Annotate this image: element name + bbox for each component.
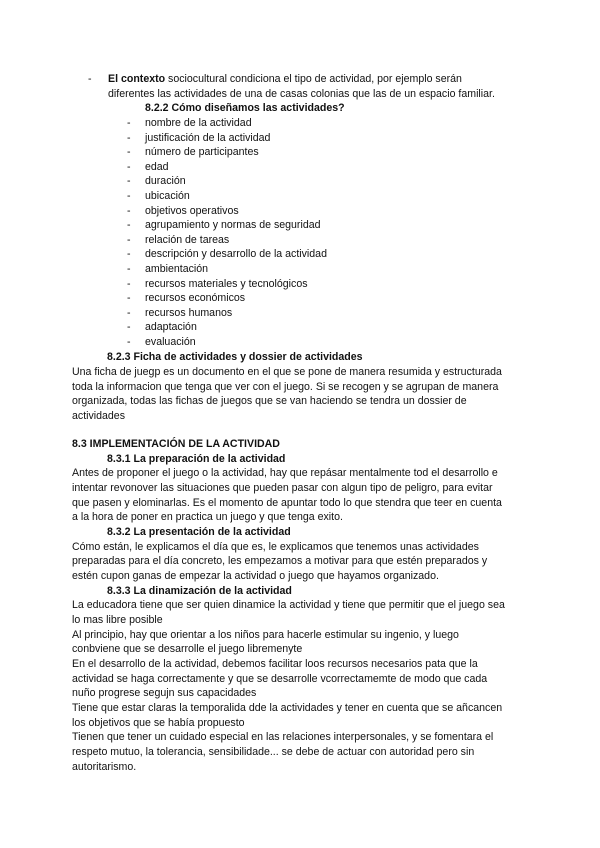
list-item-label: recursos económicos — [145, 292, 246, 305]
list-item-label: ambientación — [145, 262, 209, 275]
paragraph-line: Antes de proponer el juego o la actividad, hay que repásar mentalmente tod el desarrollo e — [72, 467, 498, 479]
bullet-dash: - — [127, 277, 131, 290]
list-item-label: número de participantes — [145, 146, 259, 159]
paragraph-line: Tiene que estar claras la temporalida dde la actividades y tener en cuenta que se añcancen — [72, 702, 503, 714]
paragraph-line: estén cupon ganas de empezar la actividad o juego que hayamos organizado. — [72, 570, 439, 582]
paragraph-line: los objetivos que se había propuesto — [72, 717, 245, 729]
paragraph-line: organizada, todas las fichas de juegos que se van haciendo se tendra un dossier de — [72, 395, 467, 407]
paragraph-line: actividades — [72, 410, 125, 422]
bullet-dash: - — [127, 292, 131, 305]
bullet-dash: - — [127, 321, 131, 334]
paragraph-line: respeto mutuo, la tolerancia, sensibilidade... se debe de actuar con autoridad pero sin — [72, 746, 475, 758]
bullet-dash: - — [127, 146, 131, 159]
bullet-dash: - — [88, 73, 92, 85]
list-item-label: adaptación — [145, 321, 197, 334]
list-item-label: duración — [145, 175, 186, 188]
bullet-dash: - — [127, 131, 131, 144]
list-item-label: recursos materiales y tecnológicos — [145, 277, 308, 290]
list-item-label: justificación de la actividad — [145, 131, 271, 144]
bullet-dash: - — [127, 248, 131, 261]
paragraph-line: La educadora tiene que ser quien dinamice la actividad y tiene que permitir que el juego sea — [72, 599, 505, 611]
paragraph-line: actividad se haga correctamente y que se desarrolle vcorrectamemte de modo que cada — [72, 673, 488, 685]
heading-8-3-1: 8.3.1 La preparación de la actividad — [107, 453, 286, 465]
heading-8-2-2: 8.2.2 Cómo diseñamos las actividades? — [145, 102, 345, 114]
bullet-dash: - — [127, 262, 131, 275]
bullet-dash: - — [127, 189, 131, 202]
bullet-dash: - — [127, 175, 131, 188]
context-line-2: diferentes las actividades de una de casas colonias que las de un espacio familiar. — [108, 88, 495, 100]
context-line-1 — [108, 72, 462, 87]
bullet-dash: - — [127, 219, 131, 232]
paragraph-line: Tienen que tener un cuidado especial en las relaciones interpersonales, y se fomentara el — [72, 731, 494, 743]
heading-8-2-3: 8.2.3 Ficha de actividades y dossier de actividades — [107, 351, 363, 363]
paragraph-line: intentar revonover las situaciones que pueden pasar con algun tipo de peligro, para evitar — [72, 482, 493, 494]
paragraph-line: a la hora de poner en practica un juego y que tenga exito. — [72, 511, 343, 523]
list-item-label: nombre de la actividad — [145, 117, 252, 129]
heading-8-3-2: 8.3.2 La presentación de la actividad — [107, 526, 291, 538]
list-item-label: edad — [145, 160, 169, 173]
context-line-1-rest: sociocultural condiciona el tipo de actividad, por ejemplo serán — [165, 73, 462, 85]
list-item-label: objetivos operativos — [145, 204, 239, 217]
bold-lead: El contexto — [108, 73, 166, 85]
paragraph-line: autoritarismo. — [72, 761, 137, 773]
paragraph-line: preparadas para el día concreto, les empezamos a motivar para que estén preparados y — [72, 555, 488, 567]
list-item-label: recursos humanos — [145, 306, 233, 319]
heading-8-3: 8.3 IMPLEMENTACIÓN DE LA ACTIVIDAD — [72, 438, 280, 450]
paragraph-line: Una ficha de juegp es un documento en el que se pone de manera resumida y estructurada — [72, 366, 502, 378]
bullet-dash: - — [127, 160, 131, 173]
paragraph-line: Cómo están, le explicamos el día que es, le explicamos que tenemos unas actividades — [72, 541, 479, 553]
paragraph-line: Al principio, hay que orientar a los niños para hacerle estimular su ingenio, y luego — [72, 629, 459, 641]
paragraph-line: En el desarrollo de la actividad, debemos facilitar loos recursos necesarios pata que la — [72, 658, 478, 670]
bullet-dash: - — [127, 204, 131, 217]
paragraph-line: toda la informacion que tenga que ver con el juego. Si se recogen y se agrupan de manera — [72, 381, 499, 393]
list-item-label: descripción y desarrollo de la actividad — [145, 248, 327, 261]
list-item-label: ubicación — [145, 189, 190, 202]
list-item-label: relación de tareas — [145, 233, 230, 246]
paragraph-line: que pasen y elominarlas. Es el momento de apuntar todo lo que stendra que teer en cuenta — [72, 497, 502, 509]
heading-8-3-3: 8.3.3 La dinamización de la actividad — [107, 585, 292, 597]
paragraph-line: lo mas libre posible — [72, 614, 163, 626]
list-item-label: agrupamiento y normas de seguridad — [145, 219, 321, 232]
paragraph-line: nuño progrese segujn sus capacidades — [72, 687, 257, 699]
bullet-dash: - — [127, 233, 131, 246]
list-item-label: evaluación — [145, 335, 196, 348]
bullet-dash: - — [127, 306, 131, 319]
bullet-dash: - — [127, 117, 131, 129]
paragraph-line: conbviene que se desarrolle el juego libremenyte — [72, 643, 303, 655]
bullet-dash: - — [127, 335, 131, 348]
